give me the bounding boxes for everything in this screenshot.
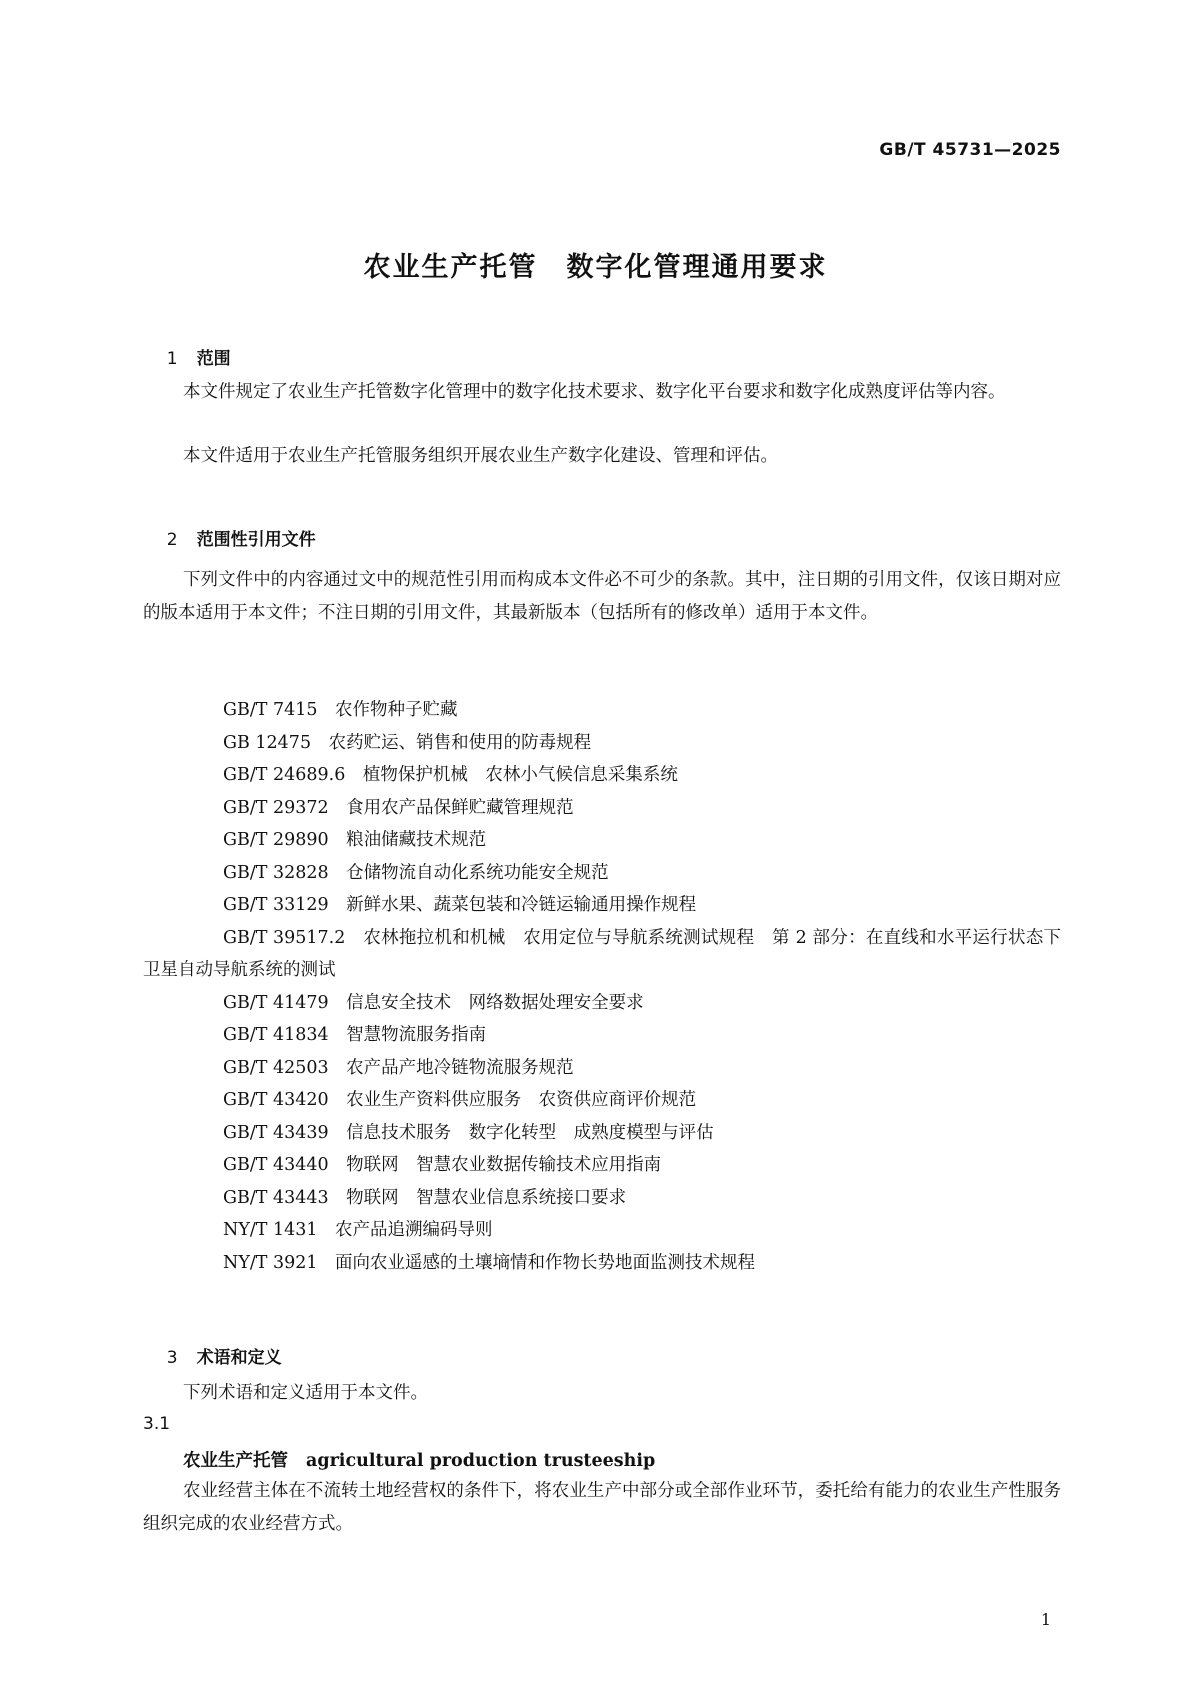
reference-item	[143, 1214, 1061, 1247]
reference-code: GB/T 39517.2	[223, 927, 346, 948]
reference-title: 农产品产地冷链物流服务规范	[346, 1057, 574, 1078]
reference-code: GB 12475	[223, 732, 312, 753]
reference-list	[143, 694, 1061, 1279]
reference-item	[143, 1182, 1061, 1215]
reference-code: GB/T 7415	[223, 700, 318, 720]
reference-item	[143, 1247, 1061, 1280]
section-title: 范围	[196, 349, 231, 369]
reference-code: GB/T 43440	[223, 1155, 329, 1175]
reference-title: 植物保护机械 农林小气候信息采集系统	[362, 765, 678, 785]
reference-title: 农药贮运、销售和使用的防毒规程	[328, 732, 592, 753]
reference-code: GB/T 41479	[223, 992, 329, 1013]
reference-title: 物联网 智慧农业数据传输技术应用指南	[346, 1155, 662, 1175]
reference-title: 农林拖拉机和机械 农用定位与导航系统测试规程 第 2 部分：在直线和水平运行状态下卫星自动导航系统的测试	[143, 927, 1061, 980]
terms-intro: 下列术语和定义适用于本文件。	[183, 1383, 428, 1403]
term-definition: 农业经营主体在不流转土地经营权的条件下，将农业生产中部分或全部作业环节，委托给有能力的农业生产性服务组织完成的农业经营方式。	[143, 1481, 1061, 1534]
scope-paragraph-1: 本文件规定了农业生产托管数字化管理中的数字化技术要求、数字化平台要求和数字化成熟度评估等内容。	[183, 382, 1006, 402]
reference-item	[143, 889, 1061, 922]
page-number: 1	[1040, 1610, 1051, 1629]
section-number: 3	[166, 1348, 178, 1368]
reference-code: GB/T 33129	[223, 895, 329, 915]
reference-code: GB/T 42503	[223, 1057, 329, 1078]
reference-item	[143, 922, 1061, 987]
reference-title: 农产品追溯编码导则	[335, 1220, 493, 1240]
reference-code: NY/T 1431	[223, 1220, 318, 1240]
reference-title: 食用农产品保鲜贮藏管理规范	[346, 797, 574, 818]
reference-code: GB/T 24689.6	[223, 765, 346, 785]
reference-title: 信息技术服务 数字化转型 成熟度模型与评估	[346, 1122, 714, 1143]
section-title: 术语和定义	[196, 1348, 282, 1368]
reference-item	[143, 792, 1061, 825]
references-intro: 下列文件中的内容通过文中的规范性引用而构成本文件必不可少的条款。其中，注日期的引用文件，仅该日期对应的版本适用于本文件；不注日期的引用文件，其最新版本（包括所有的修改单）适用于本文件。	[143, 570, 1061, 623]
reference-item	[143, 1117, 1061, 1150]
clause-number: 3.1	[143, 1414, 171, 1434]
reference-title: 新鲜水果、蔬菜包装和冷链运输通用操作规程	[346, 895, 697, 915]
reference-code: GB/T 29372	[223, 797, 329, 818]
section-number: 1	[166, 349, 178, 369]
reference-item	[143, 987, 1061, 1020]
reference-code: NY/T 3921	[223, 1252, 318, 1273]
reference-title: 面向农业遥感的土壤墒情和作物长势地面监测技术规程	[335, 1252, 756, 1273]
reference-title: 信息安全技术 网络数据处理安全要求	[346, 992, 644, 1013]
reference-title: 农业生产资料供应服务 农资供应商评价规范	[346, 1090, 697, 1110]
reference-title: 粮油储藏技术规范	[346, 830, 487, 850]
reference-code: GB/T 41834	[223, 1025, 329, 1045]
reference-item	[143, 1052, 1061, 1085]
reference-code: GB/T 43420	[223, 1090, 329, 1110]
reference-code: GB/T 29890	[223, 830, 329, 850]
reference-item	[143, 824, 1061, 857]
term-chinese: 农业生产托管	[183, 1451, 288, 1471]
reference-item	[143, 727, 1061, 760]
reference-item	[143, 759, 1061, 792]
reference-title: 物联网 智慧农业信息系统接口要求	[346, 1187, 627, 1208]
term-english: agricultural production trusteeship	[306, 1451, 656, 1471]
section-heading-references	[143, 505, 316, 570]
standard-code: GB/T 45731—2025	[879, 140, 1061, 160]
reference-code: GB/T 43443	[223, 1187, 329, 1208]
reference-title: 仓储物流自动化系统功能安全规范	[346, 862, 609, 883]
reference-item	[143, 1084, 1061, 1117]
reference-code: GB/T 32828	[223, 862, 329, 883]
scope-paragraph-2: 本文件适用于农业生产托管服务组织开展农业生产数字化建设、管理和评估。	[183, 446, 778, 466]
reference-title: 智慧物流服务指南	[346, 1025, 487, 1045]
reference-code: GB/T 43439	[223, 1122, 329, 1143]
section-title: 范围性引用文件	[196, 530, 316, 550]
reference-item	[143, 857, 1061, 890]
section-number: 2	[166, 530, 178, 550]
reference-item	[143, 1149, 1061, 1182]
term-entry	[183, 1447, 655, 1472]
reference-item	[143, 1019, 1061, 1052]
document-title: 农业生产托管 数字化管理通用要求	[363, 252, 828, 283]
reference-item	[143, 694, 1061, 727]
reference-title: 农作物种子贮藏	[335, 700, 458, 720]
